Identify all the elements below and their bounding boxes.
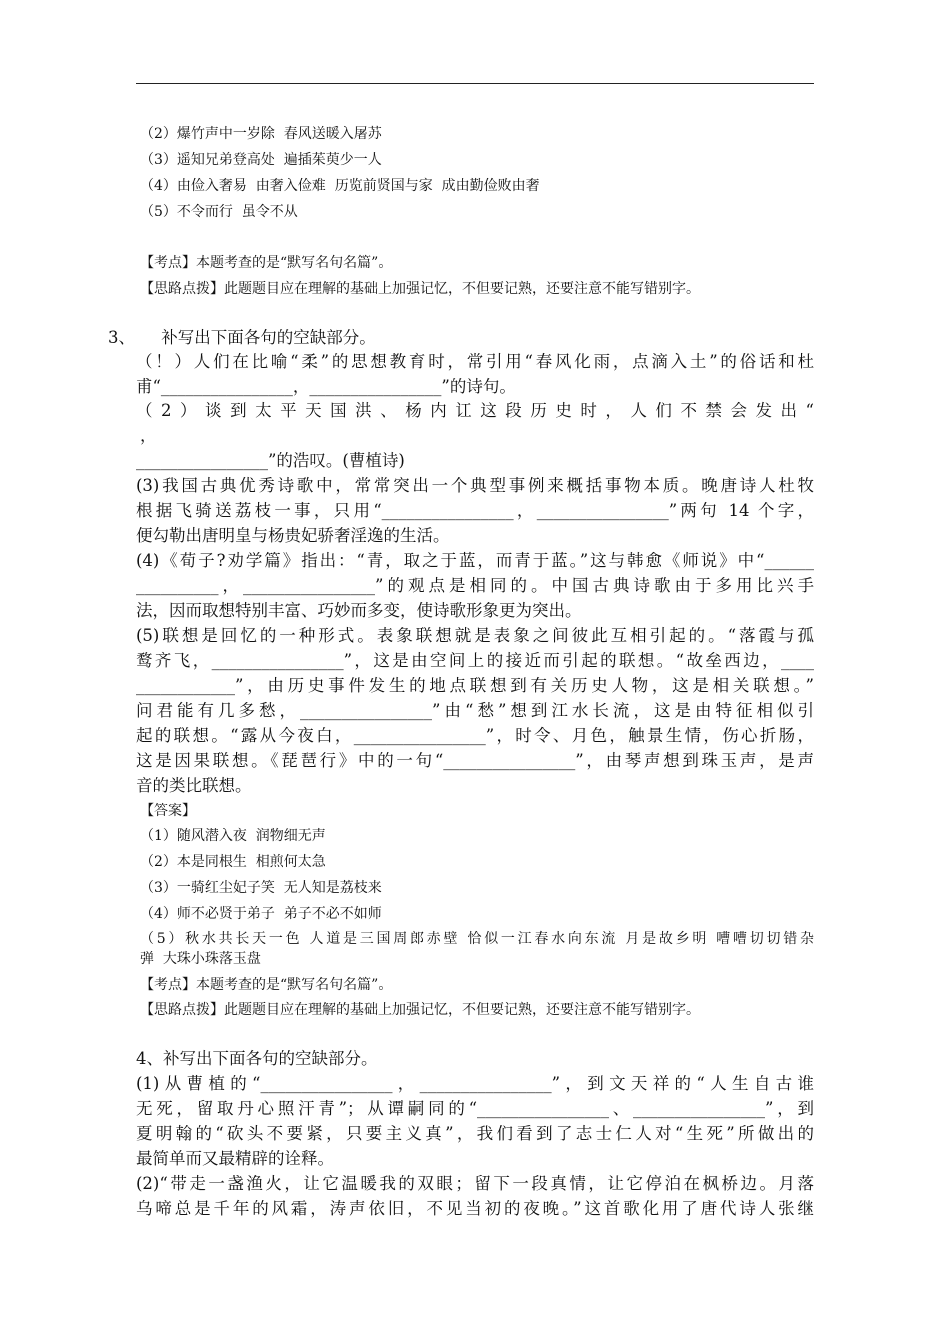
question-text: (3)我国古典优秀诗歌中，常常突出一个典型事例来概括事物本质。晚唐诗人杜牧 <box>136 476 814 495</box>
question-text: （2）谈到太平天国洪、杨内讧这段历史时，人们不禁会发出“ <box>136 401 814 420</box>
answer-line: （2）爆竹声中一岁除 春风送暖入屠苏 <box>140 126 382 142</box>
answer-line: （4）由俭入奢易 由奢入俭难 历览前贤国与家 成由勤俭败由奢 <box>140 178 540 194</box>
question-text: (1)从曹植的“________________，________________”，到文天祥的“人生自古谁 <box>136 1074 814 1093</box>
question-text: (2)“带走一盏渔火，让它温暖我的双眼；留下一段真情，让它停泊在枫桥边。月落 <box>136 1174 814 1193</box>
question-text: __________，________________”的观点是相同的。中国古典诗歌由于多用比兴手 <box>136 576 814 595</box>
question-text: （！）人们在比喻“柔”的思想教育时，常引用“春风化雨，点滴入土”的俗话和杜 <box>136 352 814 371</box>
question-text: 根据飞骑送荔枝一事，只用“________________，________________”两句 14 个字， <box>136 501 814 520</box>
answer-line: （3）遥知兄弟登高处 遍插茱萸少一人 <box>140 152 382 168</box>
answer-line: 弹 大珠小珠落玉盘 <box>140 951 261 967</box>
question-text: 这是因果联想。《琵琶行》中的一句“________________”，由琴声想到珠玉声，是声 <box>136 751 814 770</box>
question-title: 3、 补写出下面各句的空缺部分。 <box>108 328 376 347</box>
question-text: 问君能有几多愁，________________”由“愁”想到江水长流，这是由特征相似引 <box>136 701 814 720</box>
question-text: 甫“________________，________________”的诗句。 <box>136 377 516 396</box>
answer-line: （5）不令而行 虽令不从 <box>140 204 298 220</box>
answer-line: （2）本是同根生 相煎何太急 <box>140 854 326 870</box>
question-text: (4)《荀子?劝学篇》指出：“青，取之于蓝，而青于蓝。”这与韩愈《师说》中“______ <box>136 551 814 570</box>
question-text: 法，因而取想特别丰富、巧妙而多变，使诗歌形象更为突出。 <box>136 601 582 620</box>
answer-header: 【答案】 <box>140 803 196 819</box>
question-text: 最简单而又最精辟的诠释。 <box>136 1149 334 1168</box>
question-title: 4、补写出下面各句的空缺部分。 <box>136 1049 378 1068</box>
question-text: 起的联想。“露从今夜白，________________”，时令、月色，触景生情，伤心折肠， <box>136 726 814 745</box>
question-text: 无死，留取丹心照汗青”；从谭嗣同的“________________、________________”，到 <box>136 1099 814 1118</box>
question-text: 便勾勒出唐明皇与杨贵妃骄奢淫逸的生活。 <box>136 526 450 545</box>
question-text: 鹜齐飞，________________”，这是由空间上的接近而引起的联想。“故垒西边，____ <box>136 651 814 670</box>
question-text: (5)联想是回忆的一种形式。表象联想就是表象之间彼此互相引起的。“落霞与孤 <box>136 626 814 645</box>
answer-line: （5）秋水共长天一色 人道是三国周郎赤壁 恰似一江春水向东流 月是故乡明 嘈嘈切切错杂 <box>140 931 814 947</box>
question-text: 乌啼总是千年的风霜，涛声依旧，不见当初的夜晚。”这首歌化用了唐代诗人张继 <box>136 1199 814 1218</box>
header-rule <box>136 83 814 84</box>
question-text: 夏明翰的“砍头不要紧，只要主义真”，我们看到了志士仁人对“生死”所做出的 <box>136 1124 814 1143</box>
silu-note: 【思路点拨】此题题目应在理解的基础上加强记忆，不但要记熟，还要注意不能写错别字。 <box>140 1002 700 1018</box>
answer-line: （4）师不必贤于弟子 弟子不必不如师 <box>140 906 382 922</box>
question-text: ____________”，由历史事件发生的地点联想到有关历史人物，这是相关联想。” <box>136 676 814 695</box>
kaodian-note: 【考点】本题考查的是“默写名句名篇”。 <box>140 255 393 271</box>
question-text: ________________”的浩叹。(曹植诗) <box>136 451 405 470</box>
question-text: ， <box>140 426 157 445</box>
question-text: 音的类比联想。 <box>136 776 252 795</box>
answer-line: （1）随风潜入夜 润物细无声 <box>140 828 326 844</box>
answer-line: （3）一骑红尘妃子笑 无人知是荔枝来 <box>140 880 382 896</box>
silu-note: 【思路点拨】此题题目应在理解的基础上加强记忆，不但要记熟，还要注意不能写错别字。 <box>140 281 700 297</box>
kaodian-note: 【考点】本题考查的是“默写名句名篇”。 <box>140 977 393 993</box>
